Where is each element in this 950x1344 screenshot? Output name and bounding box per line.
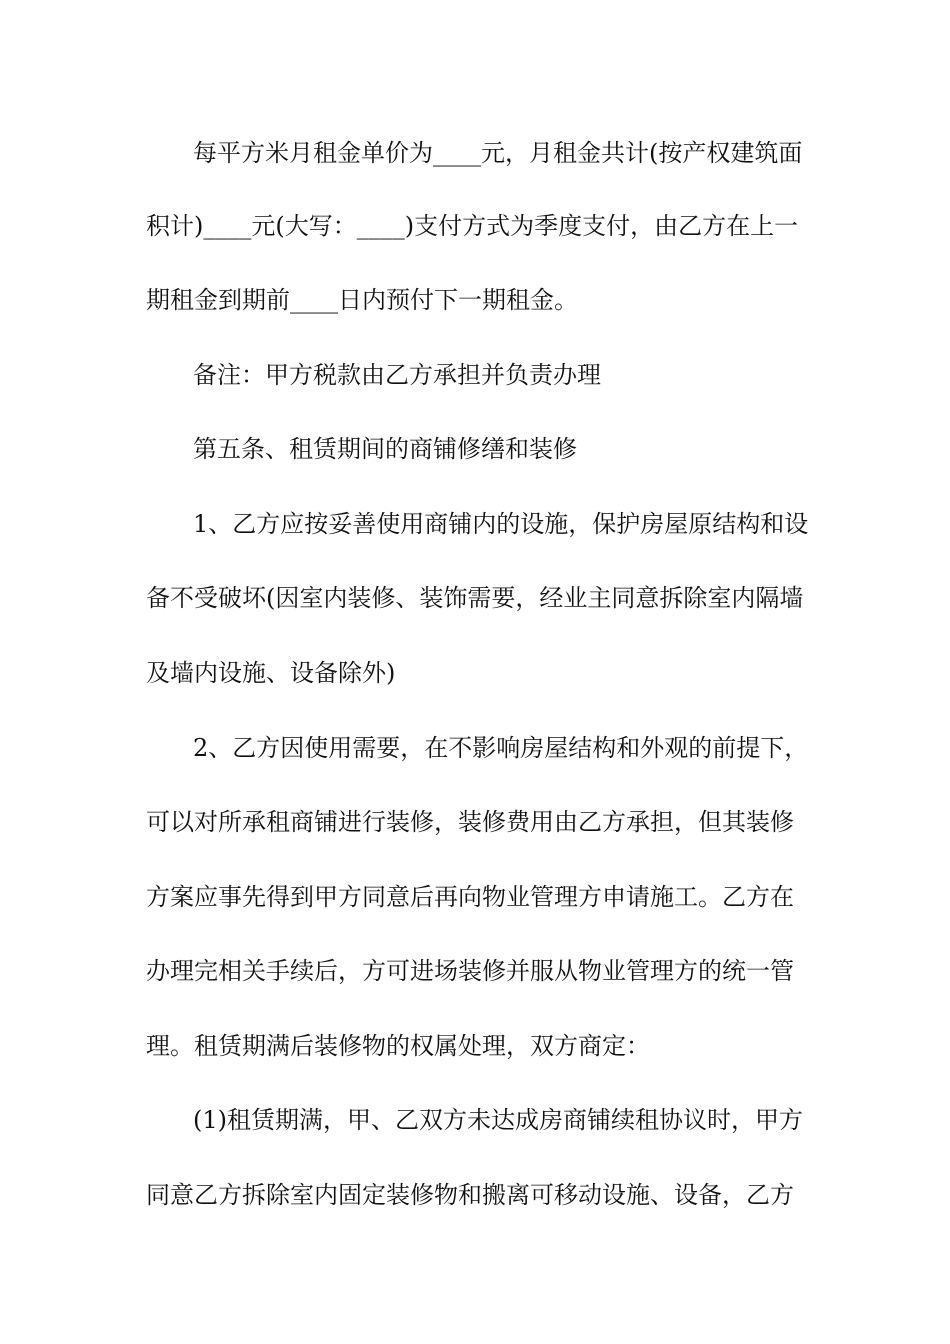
text-line: 理。租赁期满后装修物的权属处理，双方商定： (146, 1032, 650, 1060)
text-line: 可以对所承租商铺进行装修，装修费用由乙方承担，但其装修 (146, 808, 794, 836)
text-line: (1)租赁期满，甲、乙双方未达成房商铺续租协议时，甲方 (193, 1106, 803, 1134)
text-line: 每平方米月租金单价为____元，月租金共计(按产权建筑面 (193, 139, 803, 167)
text-line: 备注：甲方税款由乙方承担并负责办理 (193, 361, 601, 389)
text-line: 方案应事先得到甲方同意后再向物业管理方申请施工。乙方在 (146, 883, 794, 911)
text-line: 1、乙方应按妥善使用商铺内的设施，保护房屋原结构和设 (193, 510, 809, 538)
text-line: 备不受破坏(因室内装修、装饰需要，经业主同意拆除室内隔墙 (146, 584, 804, 612)
text-line: 积计)____元(大写：____)支付方式为季度支付，由乙方在上一 (146, 212, 799, 240)
text-line: 期租金到期前____日内预付下一期租金。 (146, 286, 578, 314)
text-line: 办理完相关手续后，方可进场装修并服从物业管理方的统一管 (146, 957, 794, 985)
text-line: 同意乙方拆除室内固定装修物和搬离可移动设施、设备，乙方 (146, 1181, 794, 1209)
text-line: 2、乙方因使用需要，在不影响房屋结构和外观的前提下， (193, 734, 809, 762)
text-line: 及墙内设施、设备除外) (146, 659, 396, 687)
section-heading: 第五条、租赁期间的商铺修缮和装修 (193, 435, 577, 463)
